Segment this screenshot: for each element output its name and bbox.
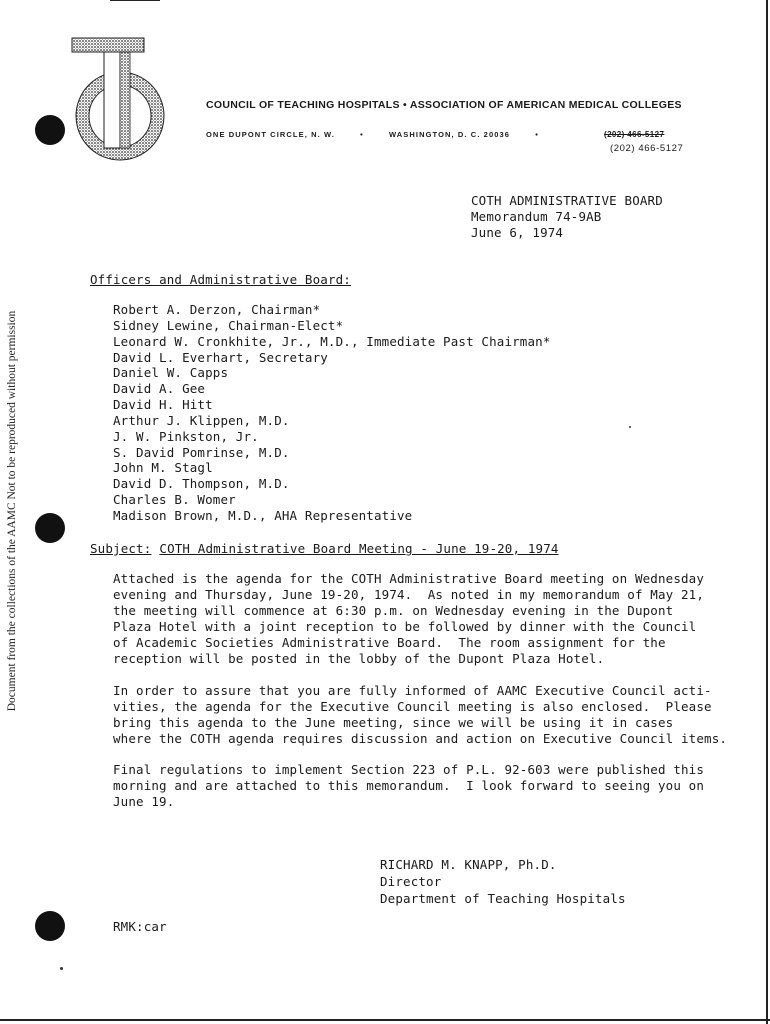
old-phone-struck: (202) 466-5127	[604, 130, 665, 139]
scan-edge-right	[766, 0, 768, 1024]
subject-text: COTH Administrative Board Meeting - June 19-20, 1974	[159, 541, 559, 556]
officer-line: Daniel W. Capps	[113, 365, 229, 381]
officer-line: Madison Brown, M.D., AHA Representative	[113, 507, 413, 523]
officer-line: David A. Gee	[113, 381, 206, 397]
officer-line: David D. Thompson, M.D.	[113, 476, 290, 492]
paragraph-line: Final regulations to implement Section 223 of P.L. 92-603 were published this	[113, 762, 705, 777]
punch-hole-middle	[35, 513, 65, 543]
scan-edge-top	[110, 0, 160, 1]
officer-line: John M. Stagl	[113, 460, 213, 476]
paragraph-line: reception will be posted in the lobby of the Dupont Plaza Hotel.	[113, 651, 605, 666]
officer-line: S. David Pomrinse, M.D.	[113, 444, 290, 460]
memo-reference	[471, 193, 663, 241]
address-separator: •	[360, 130, 364, 139]
scan-edge-bottom	[0, 1019, 770, 1021]
punch-hole-bottom	[35, 911, 65, 941]
officer-line: Charles B. Womer	[113, 492, 236, 508]
coth-logo-icon	[58, 34, 170, 164]
paragraph-line: where the COTH agenda requires discussion and action on Executive Council items.	[113, 731, 728, 746]
paragraph-line: of Academic Societies Administrative Board. The room assignment for the	[113, 635, 666, 650]
paragraph-line: the meeting will commence at 6:30 p.m. on Wednesday evening in the Dupont	[113, 603, 674, 618]
signature-name: RICHARD M. KNAPP, Ph.D.	[380, 857, 557, 872]
letterhead-phone: (202) 466-5127	[610, 143, 684, 154]
officers-list	[113, 302, 551, 524]
subject-label: Subject:	[90, 541, 152, 556]
officers-heading: Officers and Administrative Board:	[90, 272, 351, 287]
paragraph-line: bring this agenda to the June meeting, since we will be using it in cases	[113, 715, 674, 730]
memo-date: June 6, 1974	[471, 225, 564, 240]
archive-side-note: Document from the collections of the AAMC Not to be reproduced without permission	[6, 310, 18, 712]
address-separator: •	[535, 130, 539, 139]
officer-line: Leonard W. Cronkhite, Jr., M.D., Immediate Past Chairman*	[113, 333, 551, 349]
officer-line: Robert A. Derzon, Chairman*	[113, 302, 321, 317]
subject-line	[90, 541, 559, 556]
paragraph-line: Plaza Hotel with a joint reception to be followed by dinner with the Council	[113, 619, 697, 634]
paragraph-line: morning and are attached to this memorandum. I look forward to seeing you on	[113, 778, 705, 793]
speck	[60, 967, 63, 970]
body-paragraph-2	[113, 683, 727, 747]
speck	[629, 426, 631, 428]
officer-line: Arthur J. Klippen, M.D.	[113, 412, 290, 428]
signature-department: Department of Teaching Hospitals	[380, 891, 626, 906]
letterhead-address	[206, 130, 539, 139]
body-paragraph-3	[113, 762, 704, 810]
paragraph-line: vities, the agenda for the Executive Council meeting is also enclosed. Please	[113, 699, 712, 714]
officer-line: David H. Hitt	[113, 397, 213, 413]
letterhead-organization: COUNCIL OF TEACHING HOSPITALS • ASSOCIATION OF AMERICAN MEDICAL COLLEGES	[206, 99, 682, 111]
paragraph-line: June 19.	[113, 794, 175, 809]
officer-line: David L. Everhart, Secretary	[113, 349, 328, 365]
body-paragraph-1	[113, 571, 704, 667]
typist-initials: RMK:car	[113, 919, 167, 934]
signature-block	[380, 856, 626, 907]
officer-line: J. W. Pinkston, Jr.	[113, 428, 259, 444]
paragraph-line: In order to assure that you are fully informed of AAMC Executive Council acti-	[113, 683, 712, 698]
memo-board: COTH ADMINISTRATIVE BOARD	[471, 193, 663, 208]
signature-title: Director	[380, 874, 442, 889]
address-street: ONE DUPONT CIRCLE, N. W.	[206, 130, 335, 139]
paragraph-line: evening and Thursday, June 19-20, 1974. As noted in my memorandum of May 21,	[113, 587, 705, 602]
memo-number: Memorandum 74-9AB	[471, 209, 602, 224]
paragraph-line: Attached is the agenda for the COTH Administrative Board meeting on Wednesday	[113, 571, 705, 586]
address-city: WASHINGTON, D. C. 20036	[389, 130, 511, 139]
officer-line: Sidney Lewine, Chairman-Elect*	[113, 317, 344, 333]
